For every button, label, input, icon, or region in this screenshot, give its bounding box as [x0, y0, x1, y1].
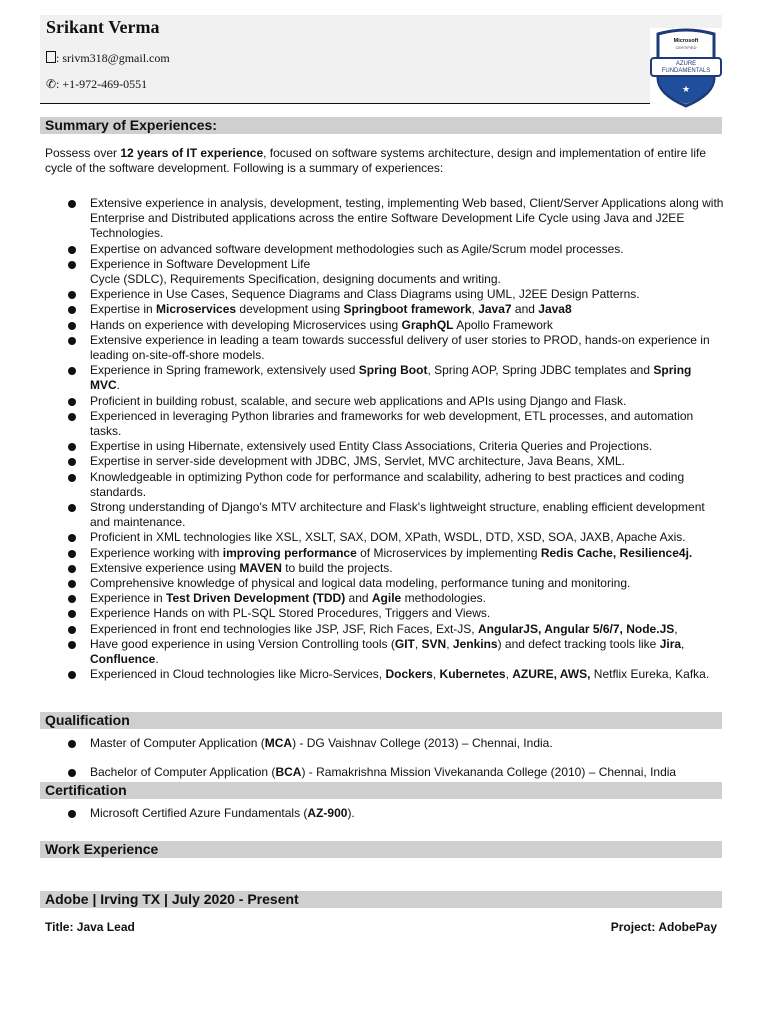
summary-item: Expertise in server-side development with JDBC, JMS, Servlet, MVC architecture, Java Beans, XML. [68, 454, 724, 469]
summary-item: Experience in Spring framework, extensively used Spring Boot, Spring AOP, Spring JDBC templates and Spring MVC. [68, 363, 724, 393]
summary-item: Experience in Software Development Life Cycle (SDLC), Requirements Specification, designing documents and writing. [68, 257, 724, 287]
email-line: : srivm318@gmail.com [46, 51, 170, 66]
summary-heading: Summary of Experiences: [40, 117, 722, 134]
candidate-name: Srikant Verma [46, 17, 160, 37]
job-details-row [45, 920, 717, 934]
summary-item: Expertise in using Hibernate, extensively used Entity Class Associations, Criteria Queries and Projections. [68, 439, 724, 454]
summary-item: Comprehensive knowledge of physical and logical data modeling, performance tuning and monitoring. [68, 576, 724, 591]
resume-header [40, 15, 722, 104]
qualification-item: Bachelor of Computer Application (BCA) - Ramakrishna Mission Vivekananda College (2010) – Chennai, India [68, 765, 724, 780]
summary-item: Experienced in front end technologies like JSP, JSF, Rich Faces, Ext-JS, AngularJS, Angular 5/6/7, Node.JS, [68, 622, 724, 637]
svg-text:CERTIFIED: CERTIFIED [675, 45, 697, 50]
summary-item: Extensive experience using MAVEN to build the projects. [68, 561, 724, 576]
summary-list [68, 196, 724, 683]
summary-item: Experienced in leveraging Python libraries and frameworks for web development, ETL processes, and automation tasks. [68, 409, 724, 439]
job-project: Project: AdobePay [610, 920, 717, 934]
phone-line: ✆: +1-972-469-0551 [46, 77, 148, 91]
envelope-icon [46, 51, 56, 63]
azure-certification-badge [650, 28, 722, 108]
summary-item: Proficient in building robust, scalable, and secure web applications and APIs using Django and Flask. [68, 394, 724, 409]
summary-item: Experienced in Cloud technologies like Micro-Services, Dockers, Kubernetes, AZURE, AWS, Netflix Eureka, Kafka. [68, 667, 724, 682]
svg-text:AZURE: AZURE [675, 61, 697, 67]
summary-item: Experience in Use Cases, Sequence Diagrams and Class Diagrams using UML, J2EE Design Patterns. [68, 287, 724, 302]
certification-item: Microsoft Certified Azure Fundamentals (AZ-900). [68, 806, 724, 821]
summary-item: Expertise in Microservices development using Springboot framework, Java7 and Java8 [68, 302, 724, 317]
summary-intro: Possess over 12 years of IT experience, focused on software systems architecture, design and implementation of entire life cycle of the software development. Following is a summary of experiences: [45, 146, 707, 175]
summary-item: Have good experience in using Version Controlling tools (GIT, SVN, Jenkins) and defect tracking tools like Jira, Confluence. [68, 637, 724, 667]
summary-item: Experience Hands on with PL-SQL Stored Procedures, Triggers and Views. [68, 606, 724, 621]
job-title: Title: Java Lead [45, 920, 135, 934]
certification-heading: Certification [40, 782, 722, 799]
badge-shield-icon [650, 28, 722, 108]
summary-item: Experience working with improving performance of Microservices by implementing Redis Cache, Resilience4j. [68, 546, 724, 561]
summary-item: Proficient in XML technologies like XSL, XSLT, SAX, DOM, XPath, WSDL, DTD, XSD, SOA, JAXB, Apache Axis. [68, 530, 724, 545]
summary-item: Hands on experience with developing Microservices using GraphQL Apollo Framework [68, 318, 724, 333]
summary-item: Extensive experience in analysis, development, testing, implementing Web based, Client/Server Applications along with Enterprise and Distributed applications across the entire Software Development Life Cycle using Java and J2EE Technologies. [68, 196, 724, 242]
qualification-item: Master of Computer Application (MCA) - DG Vaishnav College (2013) – Chennai, India. [68, 736, 724, 751]
work-experience-heading: Work Experience [40, 841, 722, 858]
summary-item: Strong understanding of Django's MTV architecture and Flask's lightweight structure, enabling efficient development and maintenance. [68, 500, 724, 530]
job-heading: Adobe | Irving TX | July 2020 - Present [40, 891, 722, 908]
summary-item: Expertise on advanced software development methodologies such as Agile/Scrum model processes. [68, 242, 724, 257]
svg-text:Microsoft: Microsoft [673, 38, 699, 44]
svg-text:FUNDAMENTALS: FUNDAMENTALS [661, 68, 711, 74]
summary-item: Extensive experience in leading a team towards successful delivery of user stories to PROD, hands-on experience in leading on-site-off-shore models. [68, 333, 724, 363]
certification-list [68, 806, 724, 821]
svg-text:★: ★ [681, 85, 691, 95]
qualification-heading: Qualification [40, 712, 722, 729]
summary-item: Knowledgeable in optimizing Python code for performance and scalability, adhering to best practices and coding standards. [68, 470, 724, 500]
summary-item: Experience in Test Driven Development (TDD) and Agile methodologies. [68, 591, 724, 606]
